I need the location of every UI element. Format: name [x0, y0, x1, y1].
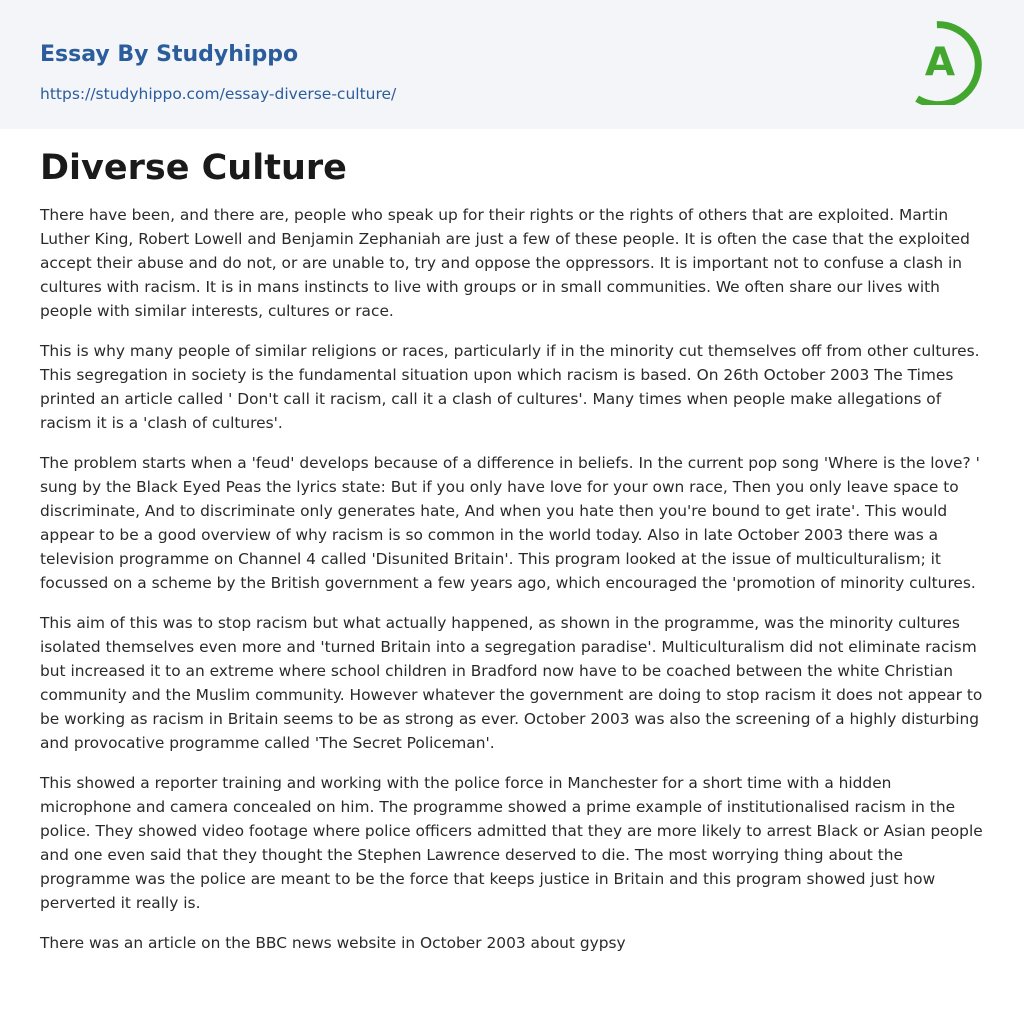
article-paragraph: The problem starts when a 'feud' develops because of a difference in beliefs. In the current pop song 'Where is the love? ' sung by the Black Eyed Peas the lyrics state: But if you only have love for your own race, Then you only leave space to discriminate, And to discriminate only generates hate, And when you hate then you're bound to get irate'. This would appear to be a good overview of why racism is so common in the world today. Also in late October 2003 there was a television programme on Channel 4 called 'Disunited Britain'. This program looked at the issue of multiculturalism; it focussed on a scheme by the British government a few years ago, which encouraged the 'promotion of minority cultures.: [40, 454, 980, 592]
article-paragraph: There was an article on the BBC news website in October 2003 about gypsy: [40, 934, 626, 952]
article-paragraph: There have been, and there are, people who speak up for their rights or the rights of others that are exploited. Martin Luther King, Robert Lowell and Benjamin Zephaniah are just a few of these people. It is often the case that the exploited accept their abuse and do not, or are unable to, try and oppose the oppressors. It is important not to confuse a clash in cultures with racism. It is in mans instincts to live with groups or in small communities. We often share our lives with people with similar interests, cultures or race.: [40, 206, 970, 320]
article-paragraph: This showed a reporter training and working with the police force in Manchester for a short time with a hidden microphone and camera concealed on him. The programme showed a prime example of institutionalised racism in the police. They showed video footage where police officers admitted that they are more likely to arrest Black or Asian people and one even said that they thought the Stephen Lawrence deserved to die. The most worrying thing about the programme was the police are meant to be the force that keeps justice in Britain and this program showed just how perverted it really is.: [40, 774, 983, 912]
article: [40, 144, 986, 971]
site-header: [0, 0, 1024, 129]
essay-url-link[interactable]: https://studyhippo.com/essay-diverse-culture/: [40, 85, 397, 103]
article-paragraph: This is why many people of similar religions or races, particularly if in the minority cut themselves off from other cultures. This segregation in society is the fundamental situation upon which racism is based. On 26th October 2003 The Times printed an article called ' Don't call it racism, call it a clash of cultures'. Many times when people make allegations of racism it is a 'clash of cultures'.: [40, 342, 980, 432]
article-paragraph: This aim of this was to stop racism but what actually happened, as shown in the programme, was the minority cultures isolated themselves even more and 'turned Britain into a segregation paradise'. Multiculturalism did not eliminate racism but increased it to an extreme where school children in Bradford now have to be coached between the white Christian community and the Muslim community. However whatever the government are doing to stop racism it does not appear to be working as racism in Britain seems to be as strong as ever. October 2003 was also the screening of a highly disturbing and provocative programme called 'The Secret Policeman'.: [40, 614, 983, 752]
site-name[interactable]: Essay By Studyhippo: [40, 42, 299, 67]
studyhippo-logo-icon[interactable]: [911, 19, 987, 105]
page-title: Diverse Culture: [40, 148, 347, 188]
logo-letter: A: [924, 40, 956, 85]
